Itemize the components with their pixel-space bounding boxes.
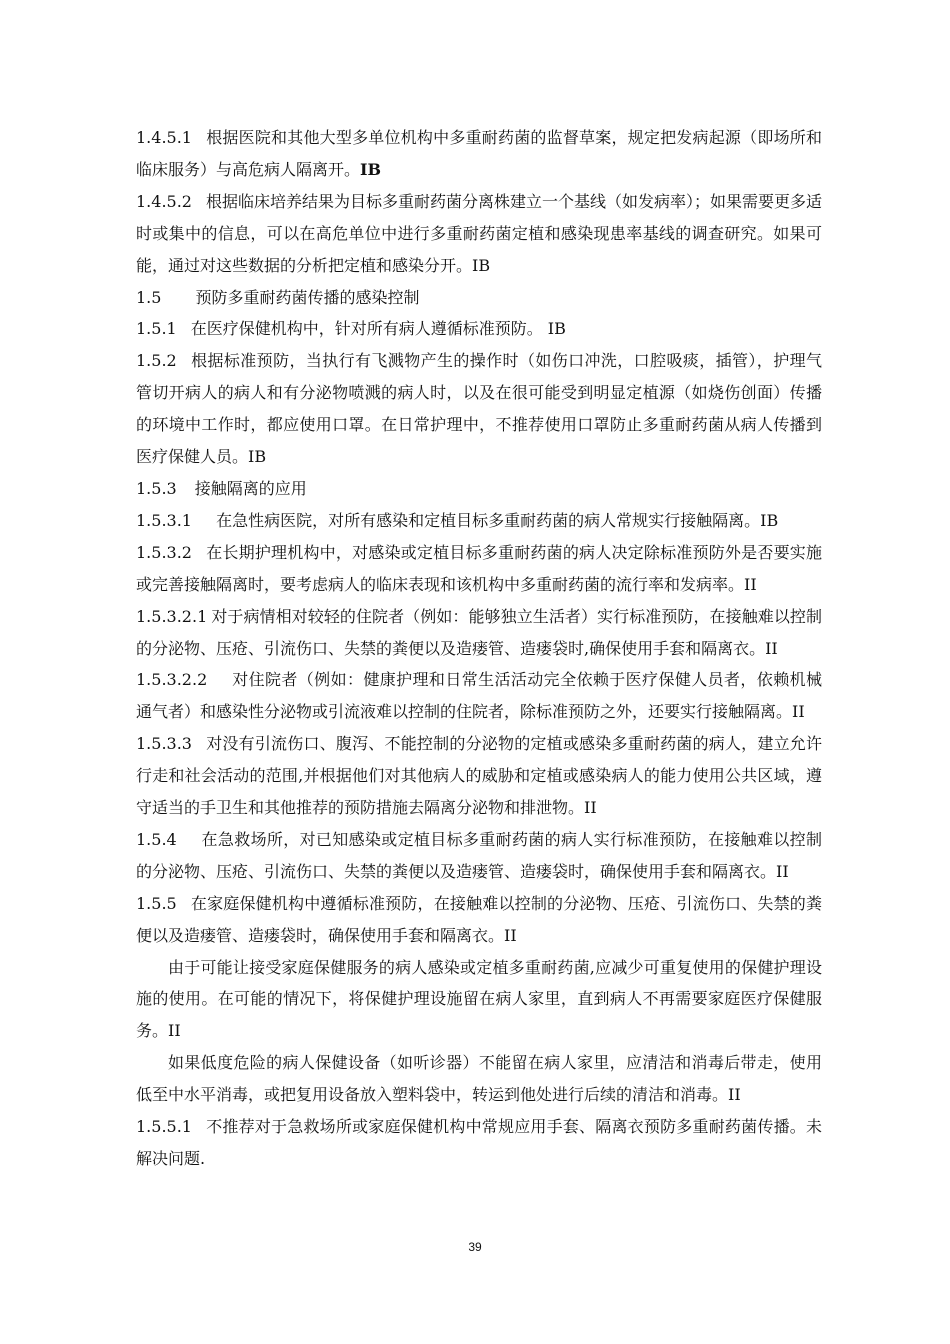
section-heading-1-5 [136, 282, 822, 314]
section-number: 1.5.4 [136, 829, 177, 849]
paragraph-text: 对于病情相对较轻的住院者（例如：能够独立生活者）实行标准预防，在接触难以控制的分泌物、压疮、引流伤口、失禁的粪便以及造瘘管、造瘘袋时,确保使用手套和隔离衣。II [136, 606, 822, 658]
paragraph-text: 根据临床培养结果为目标多重耐药菌分离株建立一个基线（如发病率）；如果需要更多适时或集中的信息，可以在高危单位中进行多重耐药菌定植和感染现患率基线的调查研究。如果可能，通过对这些数据的分析把定植和感染分开。IB [136, 191, 822, 275]
paragraph-1-5-5-1 [136, 1111, 822, 1175]
section-number: 1.5.3 [136, 478, 177, 498]
paragraph-text: 对住院者（例如：健康护理和日常生活活动完全依赖于医疗保健人员者，依赖机械通气者）和感染性分泌物或引流液难以控制的住院者，除标准预防之外，还要实行接触隔离。II [136, 670, 822, 722]
section-number: 1.5.5 [136, 893, 177, 913]
paragraph-text: 在医疗保健机构中，针对所有病人遵循标准预防。 IB [190, 319, 566, 339]
section-heading-text: 预防多重耐药菌传播的感染控制 [195, 287, 420, 307]
paragraph-home-care-devices [136, 952, 822, 1048]
paragraph-text: 在急性病医院，对所有感染和定植目标多重耐药菌的病人常规实行接触隔离。IB [205, 510, 779, 530]
paragraph-low-risk-equipment [136, 1047, 822, 1111]
paragraph-1-5-5 [136, 888, 822, 952]
paragraph-text: 由于可能让接受家庭保健服务的病人感染或定植多重耐药菌,应减少可重复使用的保健护理设施的使用。在可能的情况下，将保健护理设施留在病人家里，直到病人不再需要家庭医疗保健服务。II [136, 957, 822, 1041]
section-number: 1.4.5.1 [136, 128, 192, 147]
paragraph-text: 根据医院和其他大型多单位机构中多重耐药菌的监督草案，规定把发病起源（即场所和临床服务）与高危病人隔离开。 [136, 128, 822, 179]
paragraph-1-4-5-2 [136, 186, 822, 282]
paragraph-1-5-3-2 [136, 537, 822, 601]
paragraph-1-5-3-1 [136, 505, 822, 537]
section-number: 1.5.3.1 [136, 510, 192, 530]
paragraph-1-5-3-2-2 [136, 664, 822, 728]
section-number: 1.5.5.1 [136, 1117, 192, 1137]
section-heading-text: 接触隔离的应用 [194, 478, 307, 498]
section-number: 1.5.3.2 [136, 542, 192, 562]
paragraph-1-5-4 [136, 824, 822, 888]
paragraph-text: 在急救场所，对已知感染或定植目标多重耐药菌的病人实行标准预防，在接触难以控制的分泌物、压疮、引流伤口、失禁的粪便以及造瘘管、造瘘袋时，确保使用手套和隔离衣。II [136, 829, 822, 881]
section-number: 1.5.2 [136, 351, 177, 371]
section-number: 1.4.5.2 [136, 191, 192, 211]
page-number: 39 [468, 1240, 482, 1254]
paragraph-1-4-5-1 [136, 122, 822, 186]
paragraph-1-5-3-3 [136, 728, 822, 824]
section-number: 1.5.3.2.2 [136, 670, 208, 690]
paragraph-1-5-1 [136, 313, 822, 345]
section-number: 1.5 [136, 287, 162, 307]
paragraph-text: 如果低度危险的病人保健设备（如听诊器）不能留在病人家里，应清洁和消毒后带走，使用低至中水平消毒，或把复用设备放入塑料袋中，转运到他处进行后续的清洁和消毒。II [136, 1053, 822, 1105]
paragraph-text: 在长期护理机构中，对感染或定植目标多重耐药菌的病人决定除标准预防外是否要实施或完善接触隔离时，要考虑病人的临床表现和该机构中多重耐药菌的流行率和发病率。II [136, 542, 822, 594]
paragraph-1-5-2 [136, 345, 822, 473]
document-body [136, 122, 822, 1175]
paragraph-text: 不推荐对于急救场所或家庭保健机构中常规应用手套、隔离衣预防多重耐药菌传播。未解决问题. [136, 1117, 822, 1168]
paragraph-text: 根据标准预防，当执行有飞溅物产生的操作时（如伤口冲洗，口腔吸痰，插管），护理气管切开病人的病人和有分泌物喷溅的病人时，以及在很可能受到明显定植源（如烧伤创面）传播的环境中工作时，都应使用口罩。在日常护理中，不推荐使用口罩防止多重耐药菌从病人传播到医疗保健人员。IB [136, 351, 822, 467]
section-number: 1.5.3.2.1 [136, 606, 208, 626]
paragraph-text: 在家庭保健机构中遵循标准预防，在接触难以控制的分泌物、压疮、引流伤口、失禁的粪便以及造瘘管、造瘘袋时，确保使用手套和隔离衣。II [136, 893, 822, 945]
section-number: 1.5.3.3 [136, 734, 192, 754]
paragraph-1-5-3-2-1 [136, 601, 822, 665]
section-number: 1.5.1 [136, 319, 177, 339]
section-heading-1-5-3 [136, 473, 822, 505]
evidence-grade: IB [360, 159, 382, 179]
paragraph-text: 对没有引流伤口、腹泻、不能控制的分泌物的定植或感染多重耐药菌的病人，建立允许行走和社会活动的范围,并根据他们对其他病人的威胁和定植或感染病人的能力使用公共区域，遵守适当的手卫生和其他推荐的预防措施去隔离分泌物和排泄物。II [136, 734, 822, 818]
